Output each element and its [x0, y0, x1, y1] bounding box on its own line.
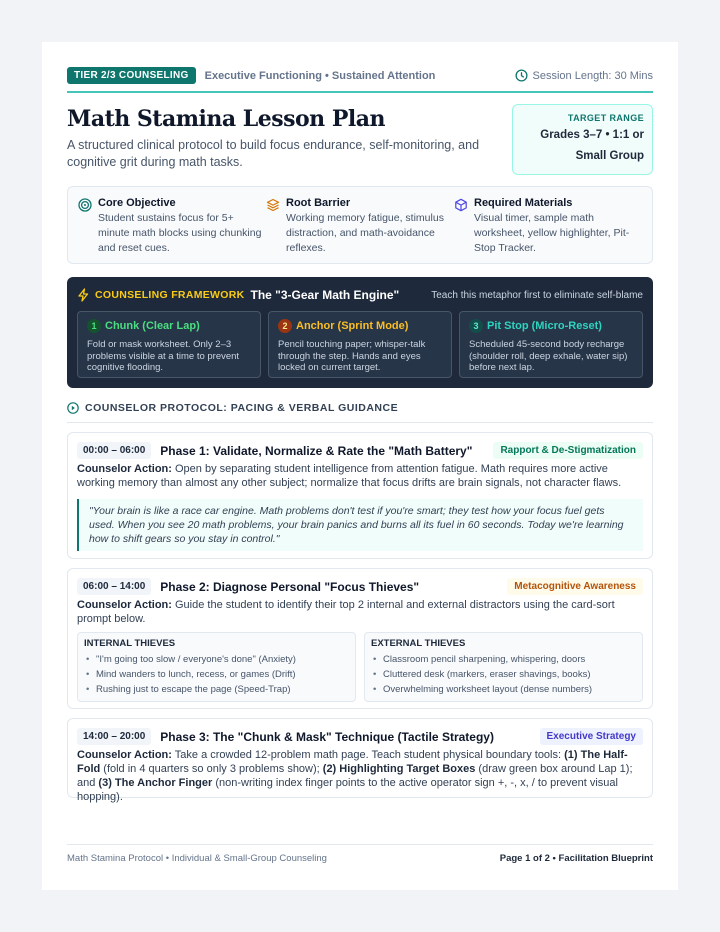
- action-label: Counselor Action:: [77, 749, 172, 761]
- phase-tag: Executive Strategy: [540, 728, 644, 745]
- list-item: • Mind wanders to lunch, recess, or games (Drift): [84, 667, 349, 682]
- gear-cards: [77, 311, 643, 378]
- protocol-heading: [67, 401, 653, 415]
- info-required-materials: [454, 197, 642, 253]
- gear-card-chunk: [77, 311, 261, 378]
- tier-badge: TIER 2/3 COUNSELING: [67, 67, 196, 84]
- list-item: • Cluttered desk (markers, eraser shavings, books): [371, 667, 636, 682]
- counselor-action: [77, 462, 643, 490]
- phase-header: [77, 578, 643, 595]
- lightning-icon: [77, 288, 90, 302]
- footer-right: Page 1 of 2 • Facilitation Blueprint: [499, 853, 653, 864]
- internal-thieves: [77, 632, 356, 702]
- tool-anchor-finger: (3) The Anchor Finger: [98, 777, 213, 789]
- target-range-box: [512, 104, 653, 175]
- phase-time: 06:00 – 14:00: [77, 578, 151, 595]
- phase-title: Phase 1: Validate, Normalize & Rate the "Math Battery": [160, 443, 473, 458]
- framework-label: COUNSELING FRAMEWORK: [95, 289, 245, 301]
- phase-header: [77, 728, 643, 745]
- cube-icon: [454, 198, 468, 212]
- action-label: Counselor Action:: [77, 599, 172, 611]
- info-text: Visual timer, sample math worksheet, yellow highlighter, Pit-Stop Tracker.: [474, 212, 630, 254]
- list-item: • Rushing just to escape the page (Speed-Trap): [84, 682, 349, 697]
- info-text: Student sustains focus for 5+ minute math blocks using chunking and reset cues.: [98, 212, 262, 254]
- lesson-plan-page: [42, 42, 678, 890]
- gear-heading: [87, 319, 251, 333]
- gear-card-pit-stop: [459, 311, 643, 378]
- phase-title: Phase 3: The "Chunk & Mask" Technique (Tactile Strategy): [160, 729, 494, 744]
- page-description: A structured clinical protocol to build focus endurance, self-monitoring, and cognitive grit during math tasks.: [67, 138, 480, 169]
- gear-title: Anchor (Sprint Mode): [296, 320, 409, 332]
- internal-thieves-heading: INTERNAL THIEVES: [84, 638, 176, 649]
- target-range-label: TARGET RANGE: [567, 113, 644, 123]
- phase-1-card: [67, 432, 653, 559]
- page-footer: [67, 844, 653, 864]
- list-item: • "I'm going too slow / everyone's done" (Anxiety): [84, 652, 349, 667]
- gear-text: Scheduled 45-second body recharge (shoulder roll, deep exhale, water sip) before next lap.: [469, 339, 628, 373]
- info-core-objective: [78, 197, 266, 253]
- gear-number: 2: [278, 319, 292, 333]
- phase-tag: Metacognitive Awareness: [507, 578, 643, 595]
- info-root-barrier: [266, 197, 454, 253]
- header-subtitle: Executive Functioning • Sustained Attention: [204, 69, 436, 82]
- page-title: Math Stamina Lesson Plan: [67, 106, 385, 132]
- info-heading: Core Objective: [98, 197, 176, 209]
- counselor-script-quote: "Your brain is like a race car engine. Math problems don't test if you're smart; they test how your focus fuel gets used. When you see 20 math problems, your brain panics and burns all its fuel in 60 seconds. Today we're learning how to shift gears so you stay in control.": [77, 499, 643, 551]
- action-text: (non-writing index finger points to the active operator sign +, -, x, / to prevent visual hopping).: [77, 777, 618, 803]
- session-length: [515, 69, 653, 82]
- info-heading: Required Materials: [474, 197, 573, 209]
- counselor-action: [77, 598, 643, 626]
- header-strip: [67, 67, 653, 84]
- framework-note: Teach this metaphor first to eliminate self-blame: [431, 289, 643, 301]
- gear-card-anchor: [268, 311, 452, 378]
- counselor-action: [77, 748, 643, 804]
- phase-2-card: [67, 568, 653, 709]
- phase-header: [77, 442, 643, 459]
- phase-time: 14:00 – 20:00: [77, 728, 151, 745]
- action-text: (fold in 4 quarters so only 3 problems show);: [103, 763, 320, 775]
- action-text: Open by separating student intelligence from attention fatigue. Math requires more active working memory than almost any other subject; normalize that focus drifts are brain signals, not character flaws.: [77, 463, 622, 489]
- phase-title: Phase 2: Diagnose Personal "Focus Thieves": [160, 579, 420, 594]
- external-thieves-heading: EXTERNAL THIEVES: [371, 638, 466, 649]
- target-range-value: Grades 3–7 • 1:1 or Small Group: [540, 129, 644, 162]
- phase-tag: Rapport & De-Stigmatization: [493, 442, 643, 459]
- counseling-framework: [67, 277, 653, 388]
- gear-heading: [278, 319, 442, 333]
- target-icon: [78, 198, 92, 212]
- info-heading: Root Barrier: [286, 197, 351, 209]
- footer-left: Math Stamina Protocol • Individual & Small-Group Counseling: [67, 853, 327, 864]
- focus-thieves: [77, 632, 643, 702]
- gear-heading: [469, 319, 633, 333]
- info-row: [67, 186, 653, 264]
- list-item: • Classroom pencil sharpening, whispering, doors: [371, 652, 636, 667]
- framework-title: The "3-Gear Math Engine": [250, 288, 400, 302]
- gear-title: Pit Stop (Micro-Reset): [487, 320, 602, 332]
- gear-text: Pencil touching paper; whisper-talk through the step. Hands and eyes locked on current target.: [278, 339, 426, 373]
- info-text: Working memory fatigue, stimulus distraction, and math-avoidance reflexes.: [286, 212, 444, 254]
- action-text: Take a crowded 12-problem math page. Teach student physical boundary tools:: [174, 749, 562, 761]
- phase-time: 00:00 – 06:00: [77, 442, 151, 459]
- title-section: [67, 93, 653, 175]
- list-item: • Overwhelming worksheet layout (dense numbers): [371, 682, 636, 697]
- gear-number: 3: [469, 319, 483, 333]
- external-thieves: [364, 632, 643, 702]
- session-length-text: Session Length: 30 Mins: [532, 69, 653, 82]
- protocol-divider: [67, 422, 653, 423]
- phase-3-card: [67, 718, 653, 803]
- action-text: (draw green box around Lap 1); and: [77, 763, 633, 789]
- action-text: Guide the student to identify their top 2 internal and external distractors using the card-sort prompt below.: [77, 599, 615, 625]
- action-label: Counselor Action:: [77, 463, 172, 475]
- layers-icon: [266, 198, 280, 212]
- clock-icon: [515, 69, 528, 82]
- gear-text: Fold or mask worksheet. Only 2–3 problems visible at a time to prevent cognitive flooding.: [87, 339, 240, 373]
- tool-half-fold: (1) The Half-Fold: [77, 749, 628, 775]
- framework-header: [77, 287, 643, 303]
- tool-target-boxes: (2) Highlighting Target Boxes: [322, 763, 476, 775]
- gear-number: 1: [87, 319, 101, 333]
- protocol-heading-text: COUNSELOR PROTOCOL: PACING & VERBAL GUIDANCE: [85, 402, 399, 414]
- play-circle-icon: [67, 402, 79, 414]
- gear-title: Chunk (Clear Lap): [105, 320, 200, 332]
